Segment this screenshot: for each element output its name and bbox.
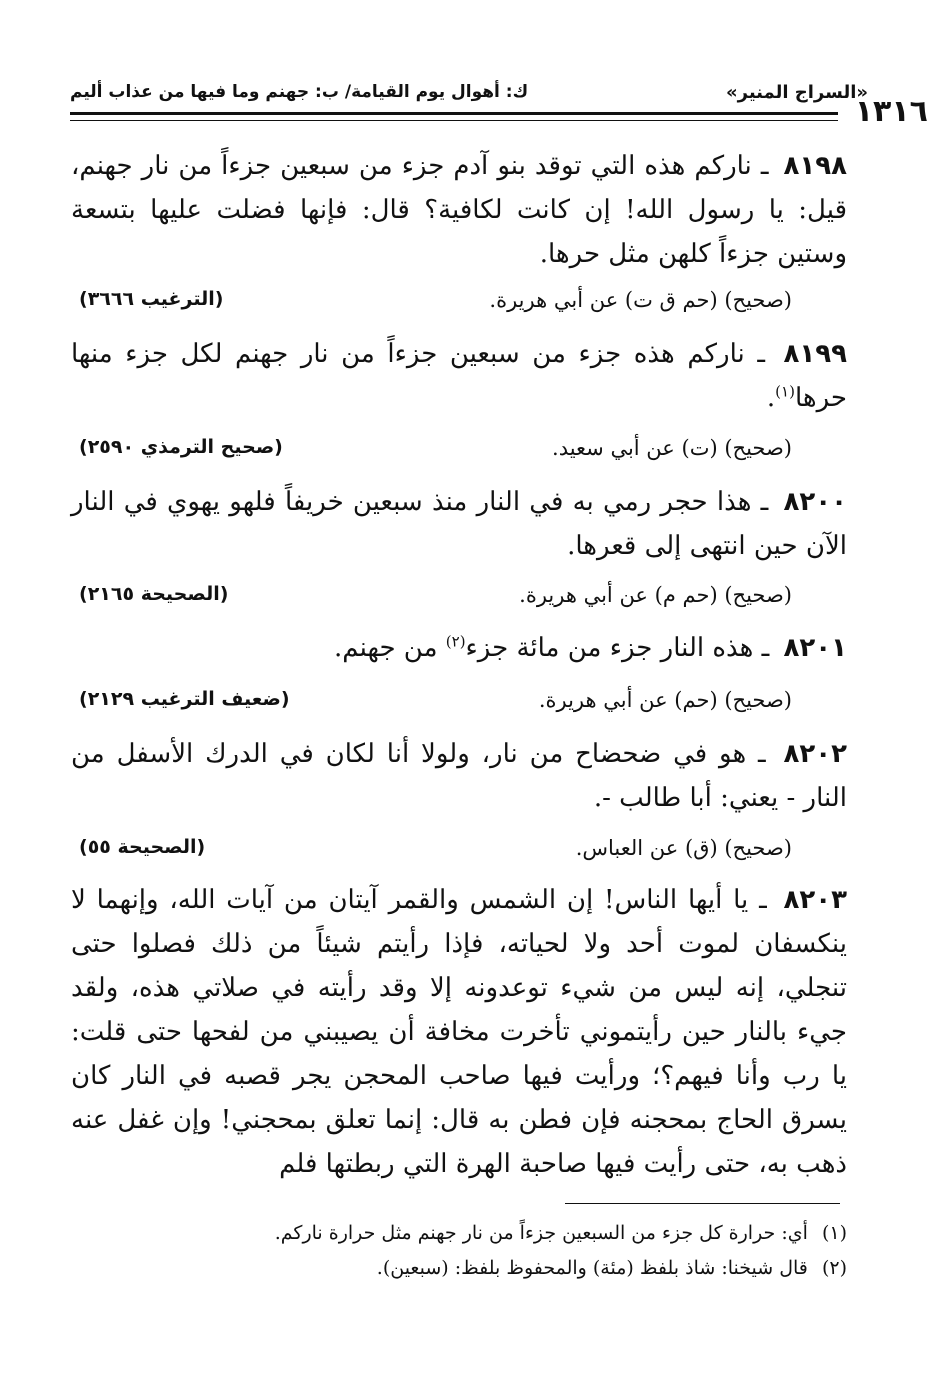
hadith-block [71,626,847,670]
footnote-text: قال شيخنا: شاذ بلفظ (مئة) والمحفوظ بلفظ: (سبعين). [376,1257,808,1279]
hadith-text: هذه النار جزء من مائة جزء [465,633,754,663]
hadith-dash: ـ [744,339,765,369]
page-number: ١٣١٦ [854,94,928,129]
footnote-separator [565,1203,840,1204]
hadith-grade-row [79,583,847,613]
hadith-number: ٨٢٠١ [783,633,847,663]
hadith-block [71,732,847,820]
hadith-grade-row [79,288,847,318]
hadith-dash: ـ [751,487,769,517]
hadith-grade: (صحيح) (حم م) عن أبي هريرة. [519,583,792,607]
hadith-block [71,878,847,1186]
hadith-number: ٨١٩٨ [783,151,847,181]
hadith-grade-row [79,436,847,466]
footnote [77,1253,847,1283]
hadith-text: هذا حجر رمي به في النار منذ سبعين خريفاً فلهو يهوي في النار الآن حين انتهى إلى قعرها. [71,487,847,561]
chapter-title: ك: أهوال يوم القيامة/ ب: جهنم وما فيها من عذاب أليم [70,82,529,102]
hadith-grade-row [79,836,847,866]
hadith-text-end: . [766,383,776,413]
hadith-source: (ضعيف الترغيب ٢١٢٩) [79,688,290,710]
hadith-grade: (صحيح) (حم) عن أبي هريرة. [538,688,792,712]
hadith-text: يا أيها الناس! إن الشمس والقمر آيتان من آيات الله، وإنهما لا ينكسفان لموت أحد ولا لحياته، فإذا رأيتم شيئاً من ذلك فصلوا حتى تنجلي، إنه ليس من شيء توعدونه إلا وقد رأيته في صلاتي هذه، ولقد جيء بالنار حين رأيتموني تأخرت مخافة أن يصيبني من لفحها حتى قلت: يا رب وأنا فيهم؟؛ ورأيت فيها صاحب المحجن يجر قصبه في النار كان يسرق الحاج بمحجنه فإن فطن به قال: إنما تعلق بمحجني! وإن غفل عنه ذهب به، حتى رأيت فيها صاحبة الهرة التي ربطتها فلم [71,885,847,1179]
hadith-source: (الصحيحة ٥٥) [79,836,206,858]
hadith-grade: (صحيح) (حم ق ت) عن أبي هريرة. [489,288,792,312]
hadith-text-end: من جهنم. [334,633,446,663]
hadith-text: هو في ضحضاح من نار، ولولا أنا لكان في الدرك الأسفل من النار - يعني: أبا طالب -. [71,739,847,813]
footnote-number: (٢) [821,1257,847,1279]
hadith-number: ٨٢٠٢ [783,739,848,769]
footnote-ref[interactable]: (١) [775,382,795,401]
hadith-grade-row [79,688,847,718]
book-title: «السراج المنير» [726,82,868,103]
hadith-text: ناركم هذه جزء من سبعين جزءاً من نار جهنم لكل جزء منها حرها [71,339,847,413]
header-rule-thick [70,112,838,115]
hadith-dash: ـ [753,633,770,663]
hadith-dash: ـ [751,151,769,181]
hadith-number: ٨٢٠٣ [783,885,847,915]
hadith-grade: (صحيح) (ق) عن العباس. [575,836,792,860]
hadith-dash: ـ [748,885,767,915]
hadith-block [71,144,847,276]
header-rule-thin [70,120,838,121]
footnote [77,1218,847,1248]
hadith-dash: ـ [746,739,766,769]
hadith-grade: (صحيح) (ت) عن أبي سعيد. [552,436,792,460]
hadith-text: ناركم هذه التي توقد بنو آدم جزء من سبعين جزءاً من نار جهنم، قيل: يا رسول الله! إن كانت لكافية؟ قال: فإنها فضلت عليها بتسعة وستين جزءاً كلهن مثل حرها. [71,151,847,269]
footnote-text: أي: حرارة كل جزء من السبعين جزءاً من نار جهنم مثل حرارة ناركم. [274,1222,808,1244]
hadith-number: ٨٢٠٠ [783,487,848,517]
page-header [70,80,928,129]
footnote-ref[interactable]: (٢) [445,632,466,651]
hadith-source: (الصحيحة ٢١٦٥) [79,583,229,605]
hadith-number: ٨١٩٩ [783,339,848,369]
hadith-source: (صحيح الترمذي ٢٥٩٠) [79,436,283,458]
hadith-source: (الترغيب ٣٦٦٦) [79,288,224,310]
hadith-block [71,332,847,420]
hadith-block [71,480,847,568]
footnote-number: (١) [821,1222,847,1244]
